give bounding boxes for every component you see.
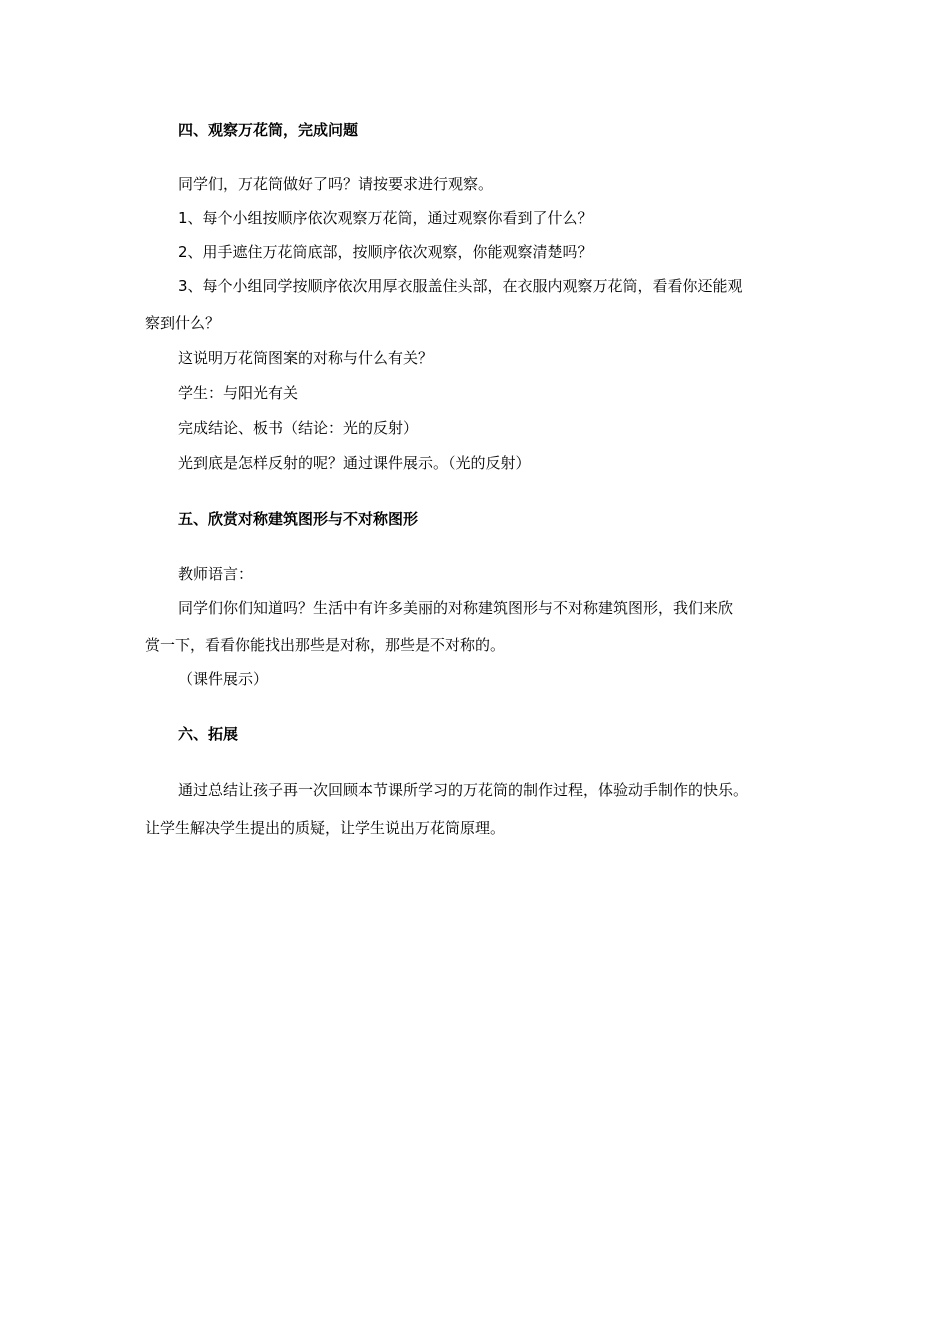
- question-3-line-1: 3、每个小组同学按顺序依次用厚衣服盖住头部，在衣服内观察万花筒，看看你还能观: [178, 277, 743, 295]
- section-4-heading: 四、观察万花筒，完成问题: [178, 121, 359, 139]
- question-2: 2、用手遮住万花筒底部，按顺序依次观察，你能观察清楚吗？: [178, 243, 593, 261]
- section-4-paragraph: 同学们，万花筒做好了吗？请按要求进行观察。: [178, 175, 494, 193]
- section-6-paragraph-line-1: 通过总结让孩子再一次回顾本节课所学习的万花筒的制作过程，体验动手制作的快乐。: [178, 781, 749, 799]
- question-1: 1、每个小组按顺序依次观察万花筒，通过观察你看到了什么？: [178, 209, 593, 227]
- section-4-paragraph: 学生：与阳光有关: [178, 384, 299, 402]
- section-4-paragraph: 完成结论、板书（结论：光的反射）: [178, 419, 419, 437]
- section-5-paragraph-line-1: 同学们你们知道吗？生活中有许多美丽的对称建筑图形与不对称建筑图形，我们来欣: [178, 599, 734, 617]
- section-6-paragraph-line-2: 让学生解决学生提出的质疑，让学生说出万花筒原理。: [145, 819, 506, 837]
- section-4-paragraph: 光到底是怎样反射的呢？通过课件展示。（光的反射）: [178, 454, 531, 472]
- section-4-paragraph: 这说明万花筒图案的对称与什么有关？: [178, 349, 434, 367]
- section-5-paragraph-line-2: 赏一下，看看你能找出那些是对称，那些是不对称的。: [145, 636, 506, 654]
- section-5-paragraph: （课件展示）: [178, 670, 269, 688]
- question-3-line-2: 察到什么？: [145, 314, 221, 332]
- section-5-paragraph: 教师语言：: [178, 565, 254, 583]
- section-6-heading: 六、拓展: [178, 725, 239, 743]
- section-5-heading: 五、欣赏对称建筑图形与不对称图形: [178, 510, 419, 528]
